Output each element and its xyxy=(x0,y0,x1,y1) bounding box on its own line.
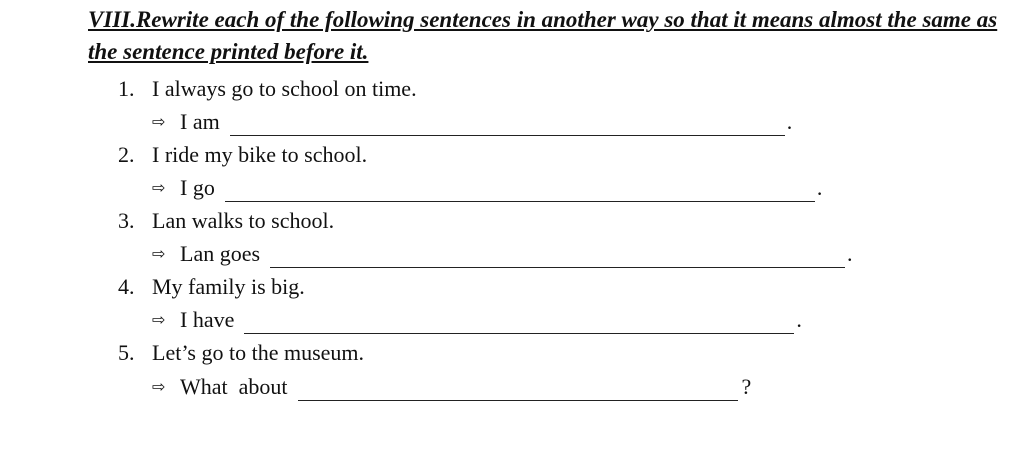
question-3 xyxy=(118,207,334,235)
answer-4 xyxy=(152,306,802,334)
arrow-icon: ⇨ xyxy=(152,310,166,329)
sentence-ending: ? xyxy=(741,374,752,399)
answer-prompt: What about xyxy=(180,374,288,399)
answer-blank[interactable] xyxy=(298,378,738,401)
arrow-icon: ⇨ xyxy=(152,244,166,263)
answer-1 xyxy=(152,108,792,136)
item-number: 3. xyxy=(118,208,135,233)
item-number: 4. xyxy=(118,274,135,299)
arrow-icon: ⇨ xyxy=(152,178,166,197)
sentence-ending: . xyxy=(796,307,802,332)
answer-5 xyxy=(152,373,751,401)
sentence-ending: . xyxy=(847,241,853,266)
answer-blank[interactable] xyxy=(225,179,815,202)
original-sentence: I always go to school on time. xyxy=(152,76,417,101)
answer-blank[interactable] xyxy=(270,245,845,268)
answer-prompt: Lan goes xyxy=(180,241,261,266)
question-4 xyxy=(118,273,305,301)
sentence-ending: . xyxy=(786,109,793,134)
question-1 xyxy=(118,75,417,103)
item-number: 5. xyxy=(118,340,135,365)
original-sentence: Let’s go to the museum. xyxy=(152,340,365,365)
original-sentence: Lan walks to school. xyxy=(152,208,335,233)
answer-2 xyxy=(152,174,822,202)
answer-prompt: I have xyxy=(180,307,235,332)
item-number: 1. xyxy=(118,76,135,101)
exercise-heading: VIII.Rewrite each of the following sentences in another way so that it means almost the same as the sentence printed before it. xyxy=(88,7,998,64)
answer-blank[interactable] xyxy=(230,113,785,136)
question-5 xyxy=(118,339,364,367)
question-2 xyxy=(118,141,367,169)
sentence-ending: . xyxy=(816,175,823,200)
original-sentence: I ride my bike to school. xyxy=(152,142,368,167)
arrow-icon: ⇨ xyxy=(152,377,166,396)
answer-prompt: I am xyxy=(180,109,220,134)
original-sentence: My family is big. xyxy=(152,274,305,299)
arrow-icon: ⇨ xyxy=(152,112,166,131)
answer-3 xyxy=(152,240,853,268)
item-number: 2. xyxy=(118,142,135,167)
answer-blank[interactable] xyxy=(244,311,794,334)
answer-prompt: I go xyxy=(180,175,215,200)
